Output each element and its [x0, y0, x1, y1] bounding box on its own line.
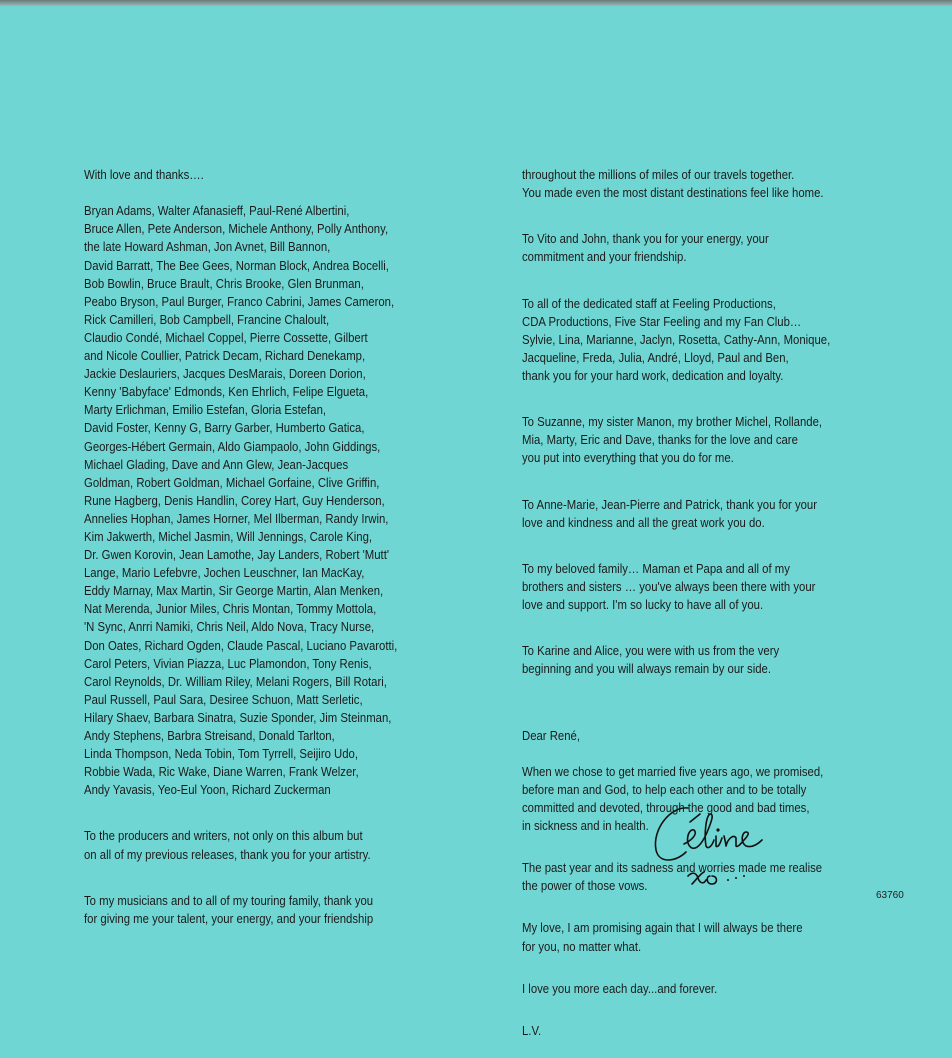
page-top-edge — [0, 0, 952, 6]
family-paragraph: To my beloved family… Maman et Papa and all of my brothers and sisters … you've always been there with your love and support. I'm so lucky to have all of you. — [522, 560, 816, 613]
letter-sign-off: L.V. — [522, 1022, 542, 1038]
catalog-number: 63760 — [876, 890, 904, 901]
thanks-heading: With love and thanks…. — [84, 167, 204, 183]
anne-marie-paragraph: To Anne-Marie, Jean-Pierre and Patrick, thank you for your love and kindness and all the great work you do. — [522, 496, 818, 530]
musicians-paragraph-continued: throughout the millions of miles of our travels together. You made even the most distant destinations feel like home. — [522, 167, 824, 201]
letter-paragraph-2: The past year and its sadness and worries made me realise the power of those vows. — [522, 860, 823, 894]
right-column — [522, 148, 916, 1058]
vito-john-paragraph: To Vito and John, thank you for your energy, your commitment and your friendship. — [522, 231, 769, 265]
thanks-names-list: Bryan Adams, Walter Afanasieff, Paul-René Albertini, Bruce Allen, Pete Anderson, Michele Anthony, Polly Anthony, the late Howard Ashman, Jon Avnet, Bill Bannon, David Barratt, The Bee Gees, Norman Block, Andrea Bocelli, Bob Bowlin, Bruce Brault, Chris Brooke, Glen Brunman, Peabo Bryson, Paul Burger, Franco Cabrini, James Cameron, Rick Camilleri, Bob Campbell, Francine Chaloult, Claudio Condé, Michael Coppel, Pierre Cossette, Gilbert and Nicole Coullier, Patrick Decam, Richard Denekamp, Jackie Deslauriers, Jacques DesMarais, Doreen Dorion, Kenny 'Babyface' Edmonds, Ken Ehrlich, Felipe Elgueta, Marty Erlichman, Emilio Estefan, Gloria Estefan, David Foster, Kenny G, Barry Garber, Humberto Gatica, Georges-Hébert Germain, Aldo Giampaolo, John Giddings, Michael Glading, Dave and Ann Glew, Jean-Jacques Goldman, Robert Goldman, Michael Gorfaine, Clive Griffin, Rune Hagberg, Denis Handlin, Corey Hart, Guy Henderson, Annelies Hophan, James Horner, Mel Ilberman, Randy Irwin, Kim Jakwerth, Michel Jasmin, Will Jennings, Carole King, Dr. Gwen Korovin, Jean Lamothe, Jay Landers, Robert 'Mutt' Lange, Mario Lefebvre, Jochen Leuschner, Ian MacKay, Eddy Marnay, Max Martin, Sir George Martin, Alan Menken, Nat Merenda, Junior Miles, Chris Montan, Tommy Mottola, 'N Sync, Anrri Namiki, Chris Neil, Aldo Nova, Tracy Nurse, Don Oates, Richard Ogden, Claude Pascal, Luciano Pavarotti, Carol Peters, Vivian Piazza, Luc Plamondon, Tony Renis, Carol Reynolds, Dr. William Riley, Melani Rogers, Bill Rotari, Paul Russell, Paul Sara, Desiree Schuon, Matt Serletic, Hilary Shaev, Barbara Sinatra, Suzie Sponder, Jim Steinman, Andy Stephens, Barbra Streisand, Donald Tarlton, Linda Thompson, Neda Tobin, Tom Tyrrell, Seijiro Udo, Robbie Wada, Ric Wake, Diane Warren, Frank Welzer, Andy Yavasis, Yeo-Eul Yoon, Richard Zuckerman — [84, 203, 398, 798]
staff-paragraph: To all of the dedicated staff at Feeling Productions, CDA Productions, Five Star Feeling and my Fan Club… Sylvie, Lina, Marianne, Jaclyn, Rosetta, Cathy-Ann, Monique, Jacqueline, Freda, Julia, André, Lloyd, Paul and Ben, thank you for your hard work, dedication and loyalty. — [522, 295, 831, 384]
producers-paragraph: To the producers and writers, not only on this album but on all of my previous releases, thank you for your artistry. — [84, 828, 371, 862]
suzanne-paragraph: To Suzanne, my sister Manon, my brother Michel, Rollande, Mia, Marty, Eric and Dave, thanks for the love and care you put into everything that you do for me. — [522, 414, 823, 466]
musicians-paragraph: To my musicians and to all of my touring family, thank you for giving me your talent, your energy, and your friendship — [84, 892, 374, 926]
letter-salutation: Dear René, — [522, 727, 581, 743]
left-column — [84, 148, 454, 946]
letter-paragraph-3: My love, I am promising again that I will always be there for you, no matter what. — [522, 920, 803, 954]
karine-alice-paragraph: To Karine and Alice, you were with us from the very beginning and you will always remain by our side. — [522, 643, 780, 677]
handwritten-signature — [648, 800, 798, 900]
letter-paragraph-4: I love you more each day...and forever. — [522, 980, 718, 996]
letter-paragraph-1: When we chose to get married five years ago, we promised, before man and God, to help each other and to be totally committed and devoted, through the good and bad times, in sickness and in health. — [522, 763, 824, 833]
